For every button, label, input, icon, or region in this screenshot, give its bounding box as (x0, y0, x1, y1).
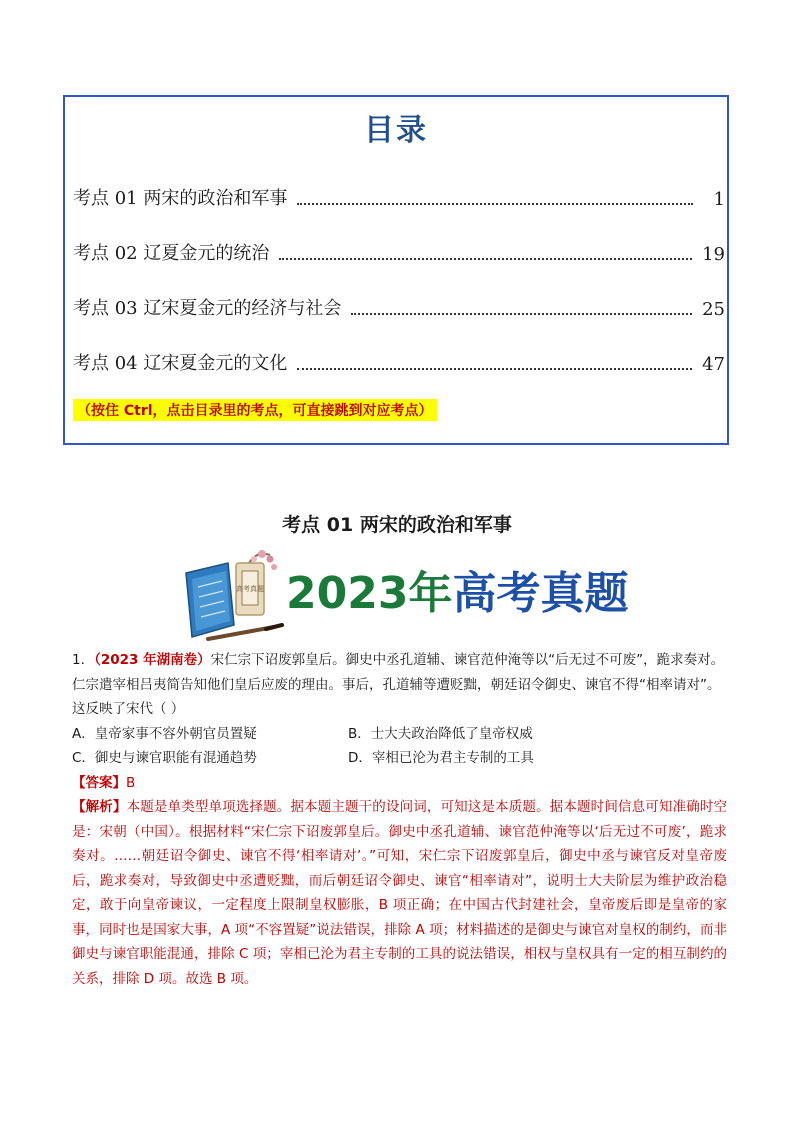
toc-leader-dots (297, 367, 692, 370)
table-of-contents (63, 95, 729, 445)
toc-page-number: 1 (713, 189, 725, 210)
svg-text:高考真题: 高考真题 (236, 585, 264, 593)
banner-title (286, 557, 628, 621)
option-b: B．士大夫政治降低了皇帝权威 (348, 725, 533, 742)
toc-item-label: 考点 02 辽夏金元的统治 (73, 243, 270, 264)
toc-title: 目录 (364, 113, 428, 148)
answer-line (72, 771, 727, 796)
analysis-tag: 【解析】 (72, 799, 127, 815)
books-icon (178, 545, 288, 650)
toc-item-label: 考点 01 两宋的政治和军事 (73, 188, 288, 209)
toc-item-label: 考点 03 辽宋夏金元的经济与社会 (73, 298, 342, 319)
answer-tag: 【答案】 (72, 774, 126, 791)
options-grid (72, 722, 727, 771)
section-heading: 考点 01 两宋的政治和军事 (282, 514, 512, 536)
toc-page-number: 19 (702, 244, 725, 265)
toc-page-number: 25 (702, 299, 725, 320)
toc-item-2[interactable] (73, 237, 725, 265)
toc-item-1[interactable] (73, 182, 725, 210)
analysis-paragraph (72, 795, 727, 991)
question-stem (72, 648, 727, 722)
answer-value: B (126, 774, 136, 791)
option-c: C．御史与谏官职能有混通趋势 (72, 750, 257, 766)
question-number: 1． (72, 652, 95, 668)
question-block (72, 648, 727, 991)
option-d: D．宰相已沦为君主专制的工具 (348, 750, 534, 766)
toc-item-3[interactable] (73, 292, 725, 320)
question-text: 宋仁宗下诏废郭皇后。御史中丞孔道辅、谏官范仲淹等以“后无过不可废”，跪求奏对。仁宗遣宰相吕夷简告知他们皇后应废的理由。事后，孔道辅等遭贬黜，朝廷诏令御史、谏官不得“相率请对”。这反映了宋代（ ） (72, 652, 725, 717)
toc-page-number: 47 (702, 354, 725, 375)
toc-item-4[interactable] (73, 347, 725, 375)
toc-leader-dots (279, 257, 692, 260)
toc-leader-dots (297, 202, 693, 205)
question-source: （2023 年湖南卷） (94, 652, 211, 668)
option-a: A．皇帝家事不容外朝官员置疑 (72, 725, 257, 742)
banner-year: 2023年 (286, 568, 453, 619)
toc-leader-dots (351, 312, 692, 315)
toc-navigation-hint: （按住 Ctrl，点击目录里的考点，可直接跳到对应考点） (73, 399, 437, 421)
analysis-text: 本题是单类型单项选择题。据本题主题干的设问词，可知这是本质题。据本题时间信息可知准确时空是：宋朝（中国）。根据材料“宋仁宗下诏废郭皇后。御史中丞孔道辅、谏官范仲淹等以‘后无过不可废’，跪求奏对。……朝廷诏令御史、谏官不得‘相率请对’。”可知，宋仁宗下诏废郭皇后，御史中丞与谏官反对皇帝废后，跪求奏对，导致御史中丞遭贬黜，而后朝廷诏令御史、谏官“相率请对”，说明士大夫阶层为维护政治稳定，敢于向皇帝谏议，一定程度上限制皇权膨胀，B 项正确；在中国古代封建社会，皇帝废后即是皇帝的家事，同时也是国家大事，A 项“不容置疑”说法错误，排除 A 项；材料描述的是御史与谏官对皇权的制约，而非御史与谏官职能混通，排除 C 项；宰相已沦为君主专制的工具的说法错误，相权与皇权具有一定的相互制约的关系，排除 D 项。故选 B 项。 (72, 799, 728, 987)
toc-item-label: 考点 04 辽宋夏金元的文化 (73, 353, 288, 374)
banner-title-text: 高考真题 (452, 568, 629, 619)
exam-banner (178, 545, 629, 650)
